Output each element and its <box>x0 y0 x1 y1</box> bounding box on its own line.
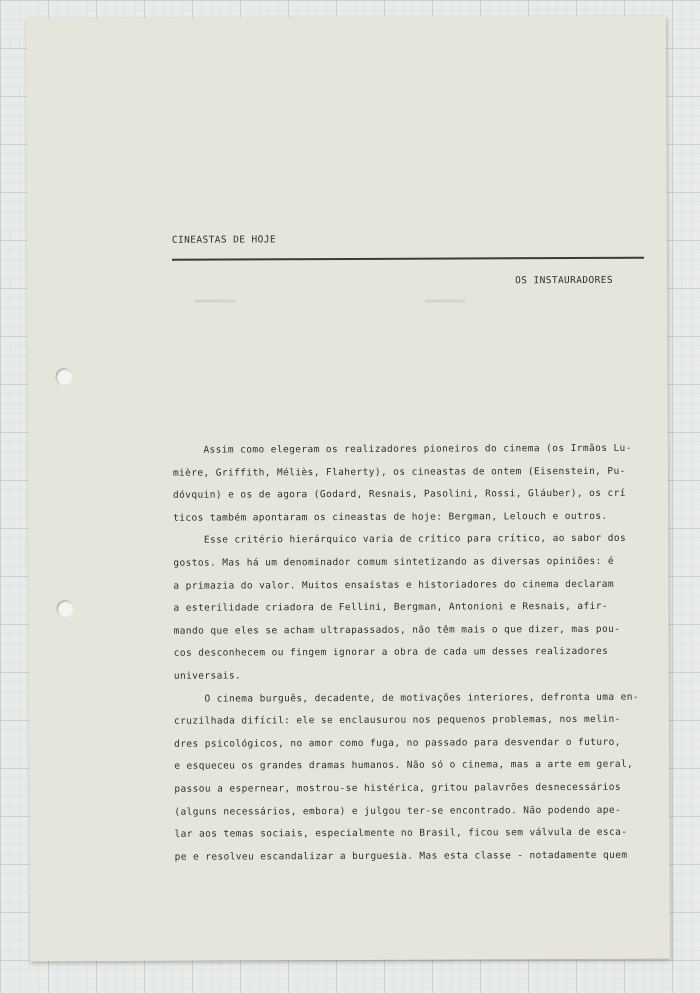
punch-hole-lower <box>56 600 73 617</box>
body-line: mando que eles se acham ultrapassados, não têm mais o que dizer, mas pou- <box>173 623 621 637</box>
body-line: ticos também apontaram os cineastas de hoje: Bergman, Lelouch e outros. <box>173 510 608 524</box>
faint-mark-right <box>425 299 465 302</box>
document-title: CINEASTAS DE HOJE <box>171 234 276 246</box>
punch-hole-upper <box>55 368 72 385</box>
body-line: pe e resolveu escandalizar a burguesia. Mas esta classe - notadamente quem <box>174 849 628 863</box>
body-line: lar aos temas sociais, especialmente no Brasil, ficou sem válvula de esca- <box>174 826 628 840</box>
title-underline <box>172 257 644 261</box>
typed-page <box>26 16 670 962</box>
body-line: Esse critério hierárquico varia de crítico para crítico, ao sabor dos <box>173 533 627 547</box>
body-line: (alguns necessários, embora) e julgou ter-se encontrado. Não podendo ape- <box>174 804 622 818</box>
body-line: dres psicológicos, no amor como fuga, no passado para desvendar o futuro, <box>174 736 621 750</box>
body-line: O cinema burguês, decadente, de motivações interiores, defronta uma en- <box>173 691 640 705</box>
body-line: a esterilidade criadora de Fellini, Bergman, Antonioni e Resnais, afir- <box>173 601 609 614</box>
body-line: gostos. Mas há um denominador comum sintetizando as diversas opiniões: é <box>173 555 614 569</box>
body-line: dóvquin) e os de agora (Godard, Resnais, Pasolini, Rossi, Gláuber), os crí <box>173 487 626 501</box>
body-line: Assim como elegeram os realizadores pioneiros do cinema (os Irmãos Lu- <box>172 442 632 456</box>
body-line: universais. <box>173 670 242 682</box>
document-subtitle: OS INSTAURADORES <box>515 274 614 287</box>
faint-mark-left <box>194 299 236 302</box>
body-line: cruzilhada difícil: ele se enclausurou nos pequenos problemas, nos melin- <box>173 713 621 727</box>
body-line: mière, Griffith, Méliès, Flaherty), os cineastas de ontem (Eisenstein, Pu- <box>172 465 626 479</box>
body-line: cos desconhecem ou fingem ignorar a obra de cada um desses realizadores <box>173 646 609 660</box>
body-line: a primazia do valor. Muitos ensaístas e historiadores do cinema declaram <box>173 578 615 592</box>
body-line: passou a espernear, mostrou-se histérica, gritou palavrões desnecessários <box>174 781 622 795</box>
body-text <box>173 438 675 869</box>
body-line: e esqueceu os grandes dramas humanos. Não só o cinema, mas a arte em geral, <box>174 759 634 773</box>
